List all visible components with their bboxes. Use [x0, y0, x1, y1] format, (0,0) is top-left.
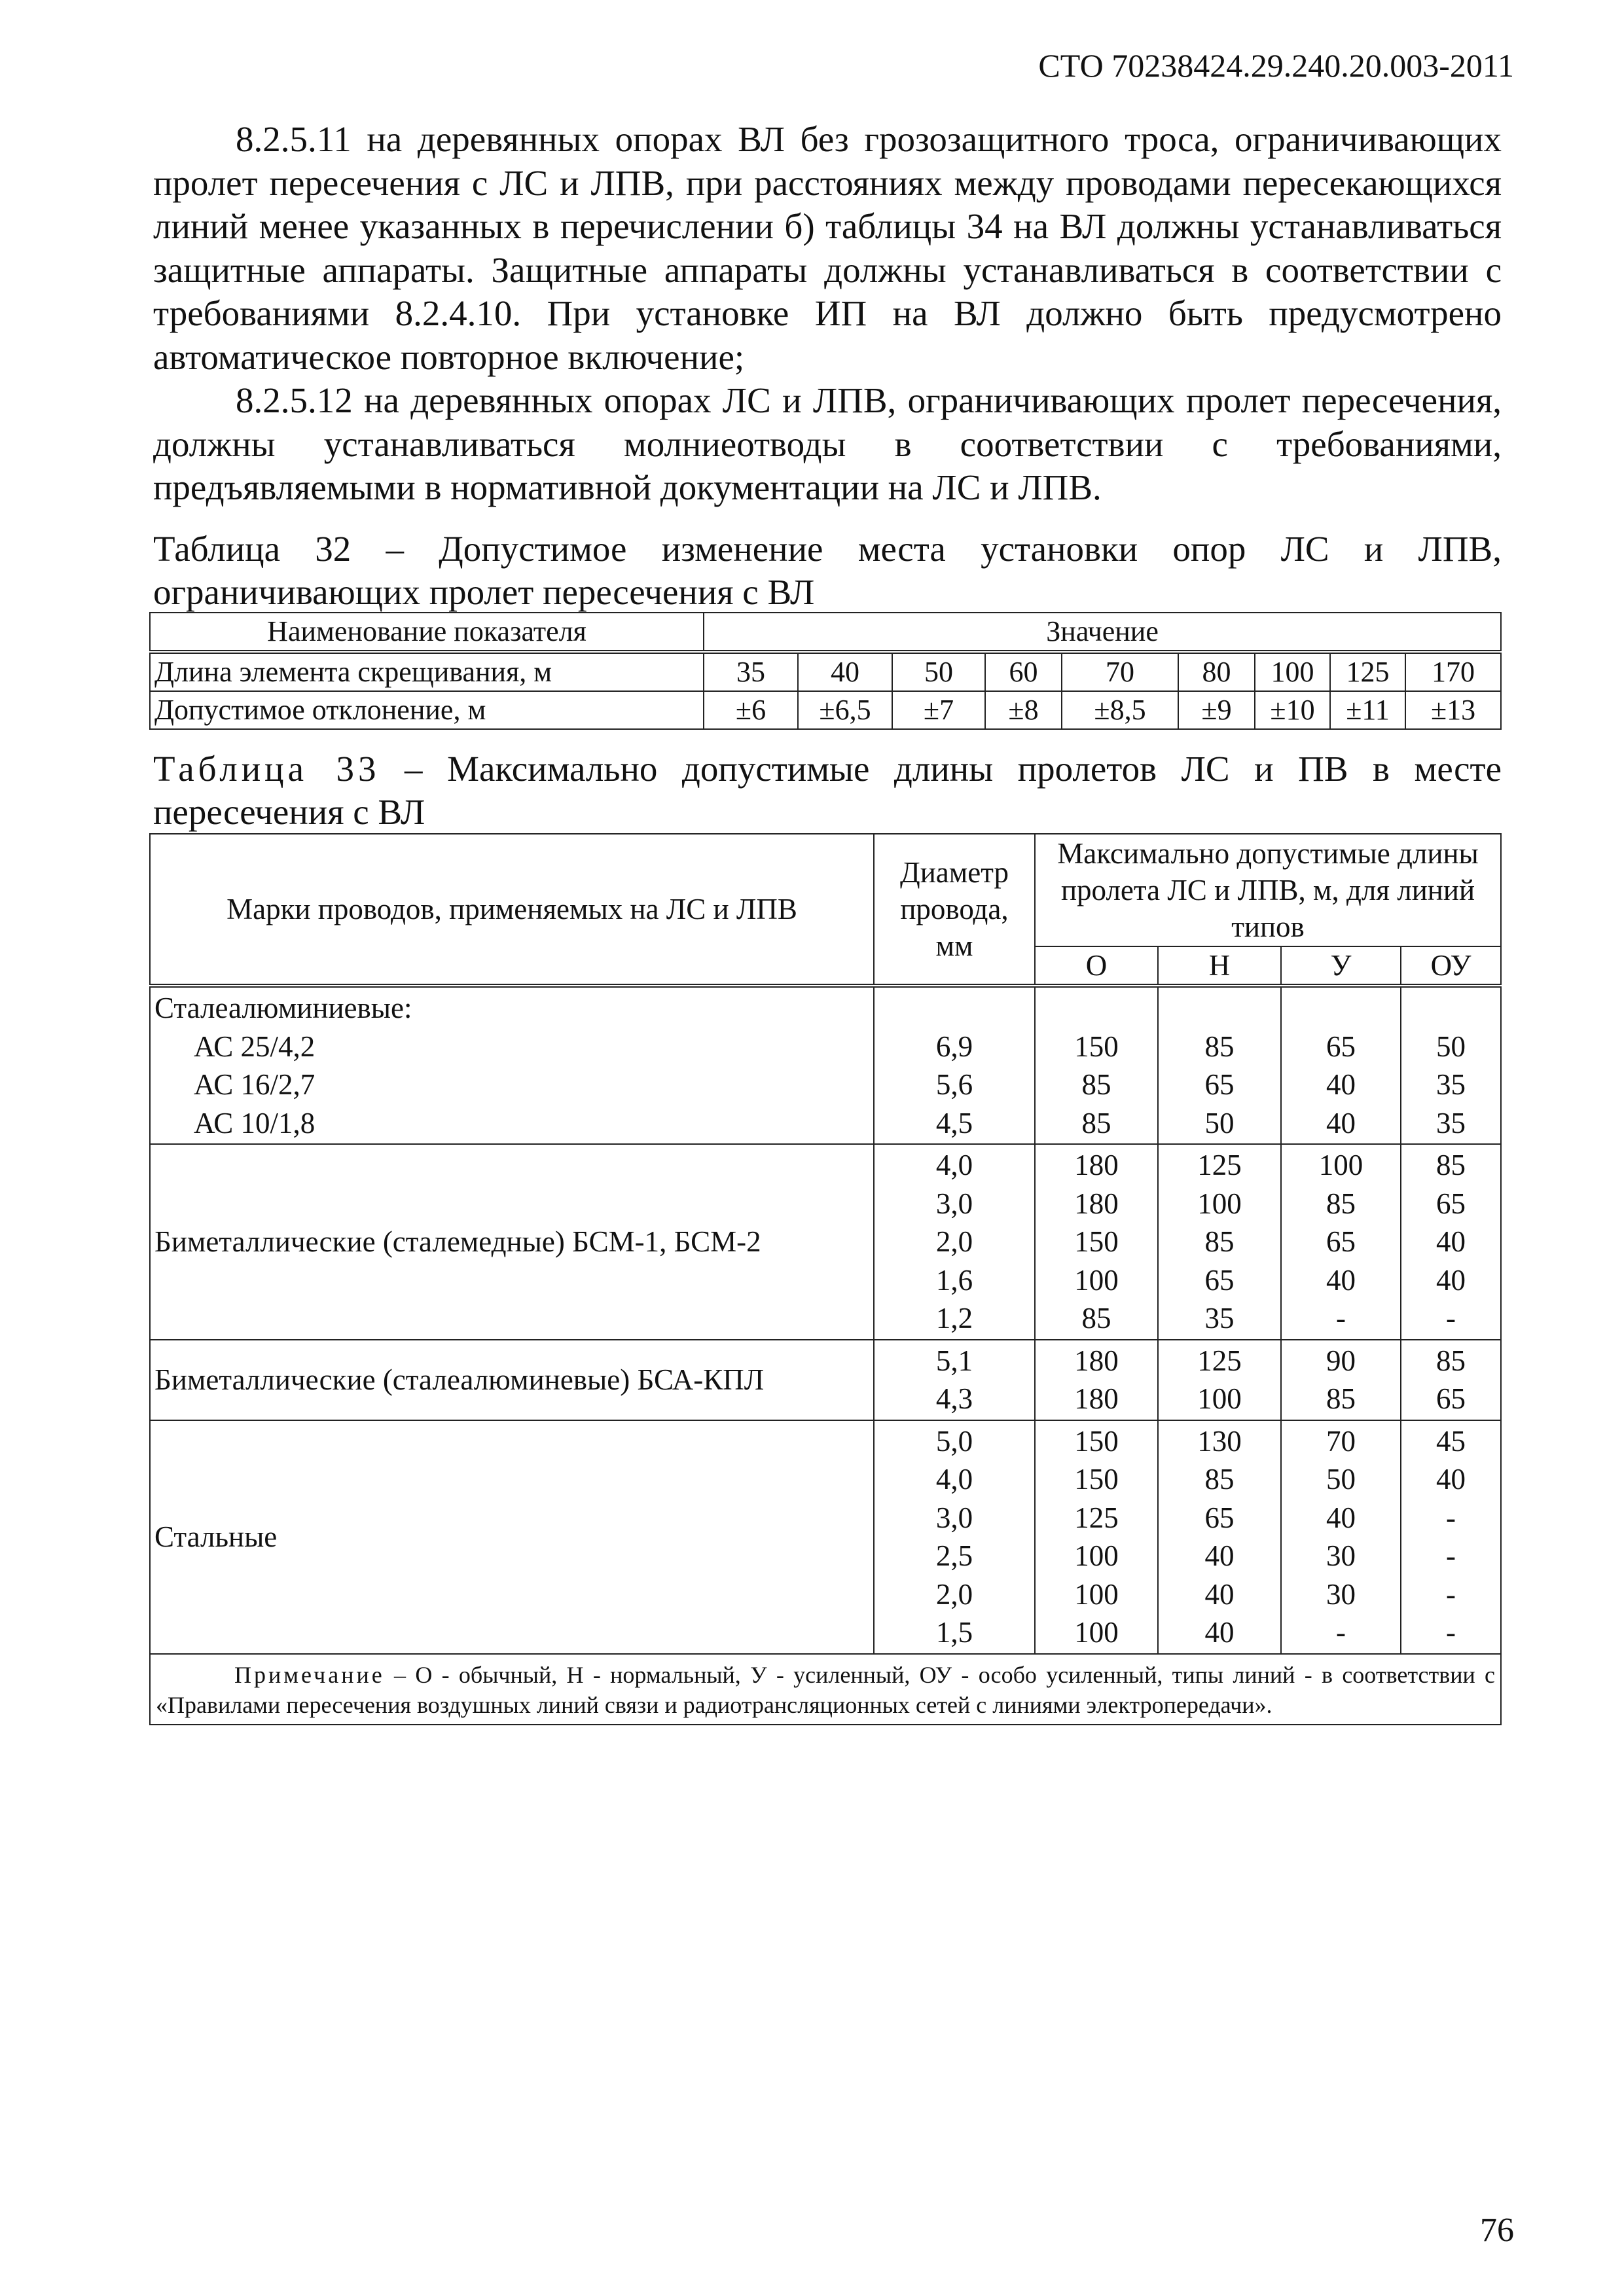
table33-col-ou [1401, 1144, 1501, 1340]
table32-cell: ±9 [1178, 691, 1255, 729]
page-number: 76 [1480, 2212, 1514, 2249]
table33-cell: 90 [1326, 1344, 1356, 1377]
table33-cell: 100 [1318, 1149, 1363, 1181]
table33-label: Таблица 33 [153, 749, 380, 789]
table33-item: АС 25/4,2 [194, 1030, 316, 1063]
table33-cell: 85 [1204, 1030, 1235, 1063]
table33-cell: 40 [1204, 1616, 1235, 1649]
table33-header-type-o: О [1035, 946, 1158, 986]
table33-cell: 125 [1197, 1344, 1242, 1377]
table33-header-type-n: Н [1158, 946, 1281, 986]
table33-cell: 30 [1326, 1539, 1356, 1572]
table33-col-n [1158, 1420, 1281, 1654]
table33-cell: 1,2 [935, 1302, 973, 1335]
table33-col-n [1158, 1144, 1281, 1340]
table33-group-name: Стальные [150, 1420, 874, 1654]
table33-cell: 125 [1197, 1149, 1242, 1181]
table32-caption [153, 528, 1502, 614]
table32-header-name: Наименование показателя [150, 613, 704, 652]
table33-cell: 30 [1326, 1577, 1356, 1611]
table-row [150, 1340, 1501, 1420]
table33-cell: 4,3 [935, 1382, 973, 1415]
paragraph-8-2-5-12: 8.2.5.12 на деревянных опорах ЛС и ЛПВ, ограничивающих пролет пересечения, должны устанавливаться молниеотводы в соответствии с требованиями, предъявляемыми в нормативной документации на ЛС и ЛПВ. [153, 380, 1502, 507]
table32-row-label: Длина элемента скрещивания, м [150, 652, 704, 691]
table33-diameters [874, 1420, 1035, 1654]
table33-diameters [874, 1144, 1035, 1340]
table32-cell: 35 [704, 652, 798, 691]
table33-col-u [1281, 1420, 1401, 1654]
table33-cell: 65 [1326, 1225, 1356, 1258]
table33-cell: 40 [1326, 1068, 1356, 1101]
table33-cell: 180 [1074, 1382, 1119, 1415]
table33-cell: 85 [1326, 1382, 1356, 1415]
table32-caption-text: – Допустимое изменение места установки опор ЛС и ЛПВ, ограничивающих пролет пересечения с ВЛ [153, 529, 1502, 612]
table33-cell: 5,6 [935, 1068, 973, 1101]
table33-caption-text: – Максимально допустимые длины пролетов ЛС и ПВ в месте пересечения с ВЛ [153, 749, 1502, 832]
table33-cell: 4,0 [935, 1149, 973, 1181]
table33-col-ou [1401, 1340, 1501, 1420]
table33-cell: 150 [1074, 1424, 1119, 1458]
table33-cell: - [1446, 1302, 1456, 1335]
table33-caption [153, 747, 1502, 834]
table33-cell: 65 [1436, 1187, 1466, 1220]
table33-cell: 65 [1326, 1030, 1356, 1063]
table33-cell: 100 [1074, 1577, 1119, 1611]
table33-cell: 65 [1204, 1501, 1235, 1534]
table33-group-name-cell [150, 986, 874, 1144]
table33-cell: - [1336, 1616, 1346, 1649]
table33-cell: 4,0 [935, 1463, 973, 1496]
table32-cell: ±6,5 [798, 691, 892, 729]
table33-cell: 70 [1326, 1424, 1356, 1458]
table33-cell: 150 [1074, 1463, 1119, 1496]
table33-cell: 50 [1436, 1030, 1466, 1063]
table33-note-label: Примечание [234, 1661, 385, 1688]
table32-cell: ±11 [1330, 691, 1405, 729]
table32-cell: 40 [798, 652, 892, 691]
table33-cell: 40 [1436, 1463, 1466, 1496]
table33-cell: 6,9 [935, 1030, 973, 1063]
table32-cell: 100 [1255, 652, 1330, 691]
table33-col-u [1281, 1144, 1401, 1340]
table33-cell: 85 [1081, 1068, 1111, 1101]
table33-cell: - [1446, 1539, 1456, 1572]
table33-cell: 40 [1204, 1577, 1235, 1611]
table-row [150, 1144, 1501, 1340]
table33-cell: 100 [1074, 1263, 1119, 1297]
table33-cell: 85 [1081, 1106, 1111, 1139]
table33-cell: 150 [1074, 1225, 1119, 1258]
table33-col-o [1035, 1340, 1158, 1420]
table33-cell: 85 [1436, 1149, 1466, 1181]
table-32 [149, 612, 1502, 730]
table33-note [150, 1654, 1501, 1725]
table33-cell: 1,6 [935, 1263, 973, 1297]
table33-cell: 50 [1326, 1463, 1356, 1496]
table33-col-n [1158, 1340, 1281, 1420]
table33-cell: 40 [1204, 1539, 1235, 1572]
table-row [150, 986, 1501, 1144]
table33-cell: 65 [1204, 1068, 1235, 1101]
table33-col-o [1035, 1144, 1158, 1340]
table33-group-name: Сталеалюминиевые: [154, 992, 412, 1024]
table33-col-ou [1401, 1420, 1501, 1654]
table33-header-diameter: Диаметр провода, мм [874, 834, 1035, 986]
table33-cell: 65 [1436, 1382, 1466, 1415]
table32-cell: 125 [1330, 652, 1405, 691]
table33-cell: 125 [1074, 1501, 1119, 1534]
table33-cell: 40 [1436, 1225, 1466, 1258]
table33-cell: 40 [1436, 1263, 1466, 1297]
table33-col-u [1281, 1340, 1401, 1420]
table33-cell: 85 [1204, 1463, 1235, 1496]
table33-cell: 1,5 [935, 1616, 973, 1649]
table33-cell: 85 [1436, 1344, 1466, 1377]
table33-header-max-span: Максимально допустимые длины пролета ЛС и ЛПВ, м, для линий типов [1035, 834, 1501, 946]
table33-item: АС 10/1,8 [194, 1106, 316, 1139]
table33-cell: 40 [1326, 1501, 1356, 1534]
table33-cell: - [1336, 1302, 1346, 1335]
table33-cell: 50 [1204, 1106, 1235, 1139]
table32-cell: ±8 [985, 691, 1062, 729]
table33-cell: 180 [1074, 1187, 1119, 1220]
table32-cell: 80 [1178, 652, 1255, 691]
table33-cell: 3,0 [935, 1501, 973, 1534]
table33-cell: 45 [1436, 1424, 1466, 1458]
table-33 [149, 833, 1502, 1725]
table33-group-name: Биметаллические (сталемедные) БСМ-1, БСМ-2 [150, 1144, 874, 1340]
table33-diameters [874, 1340, 1035, 1420]
table33-cell: 5,1 [935, 1344, 973, 1377]
table33-cell: 2,0 [935, 1225, 973, 1258]
table33-header-type-ou: ОУ [1401, 946, 1501, 986]
table33-item: АС 16/2,7 [194, 1068, 316, 1101]
table33-group-name: Биметаллические (сталеалюминевые) БСА-КПЛ [150, 1340, 874, 1420]
table33-cell: 65 [1204, 1263, 1235, 1297]
table-row [150, 691, 1501, 729]
table33-col-o [1035, 986, 1158, 1144]
table33-cell: 3,0 [935, 1187, 973, 1220]
table33-diameters [874, 986, 1035, 1144]
table32-cell: ±7 [892, 691, 985, 729]
paragraph-8-2-5-11: 8.2.5.11 на деревянных опорах ВЛ без грозозащитного троса, ограничивающих пролет пересечения с ЛС и ЛПВ, при расстояниях между проводами пересекающихся линий менее указанных в перечислении б) таблицы 34 на ВЛ должны устанавливаться защитные аппараты. Защитные аппараты должны устанавливаться в соответствии с требованиями 8.2.4.10. При установке ИП на ВЛ должно быть предусмотрено автоматическое повторное включение; [153, 119, 1502, 377]
table33-cell: 100 [1197, 1382, 1242, 1415]
table33-cell: 85 [1081, 1302, 1111, 1335]
table33-cell: 180 [1074, 1344, 1119, 1377]
table32-cell: 70 [1062, 652, 1178, 691]
table33-cell: 100 [1197, 1187, 1242, 1220]
table33-cell: 35 [1436, 1068, 1466, 1101]
table33-cell: - [1446, 1577, 1456, 1611]
table33-cell: 5,0 [935, 1424, 973, 1458]
table32-cell: ±6 [704, 691, 798, 729]
table33-note-text: – О - обычный, Н - нормальный, У - усиленный, ОУ - особо усиленный, типы линий - в соответствии с «Правилами пересечения воздушных линий связи и радиотрансляционных сетей с линиями электропередачи». [156, 1661, 1496, 1718]
table33-header-type-u: У [1281, 946, 1401, 986]
table33-cell: 85 [1204, 1225, 1235, 1258]
table33-cell: 2,5 [935, 1539, 973, 1572]
table33-cell: 4,5 [935, 1106, 973, 1139]
table32-cell: 60 [985, 652, 1062, 691]
table33-col-n [1158, 986, 1281, 1144]
body-text [153, 118, 1502, 510]
table33-col-u [1281, 986, 1401, 1144]
table33-cell: 35 [1436, 1106, 1466, 1139]
table32-cell: ±8,5 [1062, 691, 1178, 729]
table33-cell: 100 [1074, 1539, 1119, 1572]
table32-cell: ±10 [1255, 691, 1330, 729]
table-row [150, 1420, 1501, 1654]
table32-cell: 170 [1405, 652, 1501, 691]
table33-header-wire-brands: Марки проводов, применяемых на ЛС и ЛПВ [150, 834, 874, 986]
table32-cell: ±13 [1405, 691, 1501, 729]
table32-row-label: Допустимое отклонение, м [150, 691, 704, 729]
table33-cell: 150 [1074, 1030, 1119, 1063]
table33-cell: - [1446, 1616, 1456, 1649]
table32-label: Таблица 32 [153, 529, 352, 569]
table33-cell: 40 [1326, 1106, 1356, 1139]
table32-header-value: Значение [704, 613, 1501, 652]
table33-cell: 100 [1074, 1616, 1119, 1649]
document-code: СТО 70238424.29.240.20.003-2011 [1038, 47, 1514, 84]
table33-cell: 180 [1074, 1149, 1119, 1181]
table33-cell: 40 [1326, 1263, 1356, 1297]
table-row [150, 652, 1501, 691]
table33-cell: 2,0 [935, 1577, 973, 1611]
table33-cell: 130 [1197, 1424, 1242, 1458]
table33-col-o [1035, 1420, 1158, 1654]
table32-cell: 50 [892, 652, 985, 691]
table33-cell: - [1446, 1501, 1456, 1534]
table33-cell: 35 [1204, 1302, 1235, 1335]
table33-col-ou [1401, 986, 1501, 1144]
table33-cell: 85 [1326, 1187, 1356, 1220]
